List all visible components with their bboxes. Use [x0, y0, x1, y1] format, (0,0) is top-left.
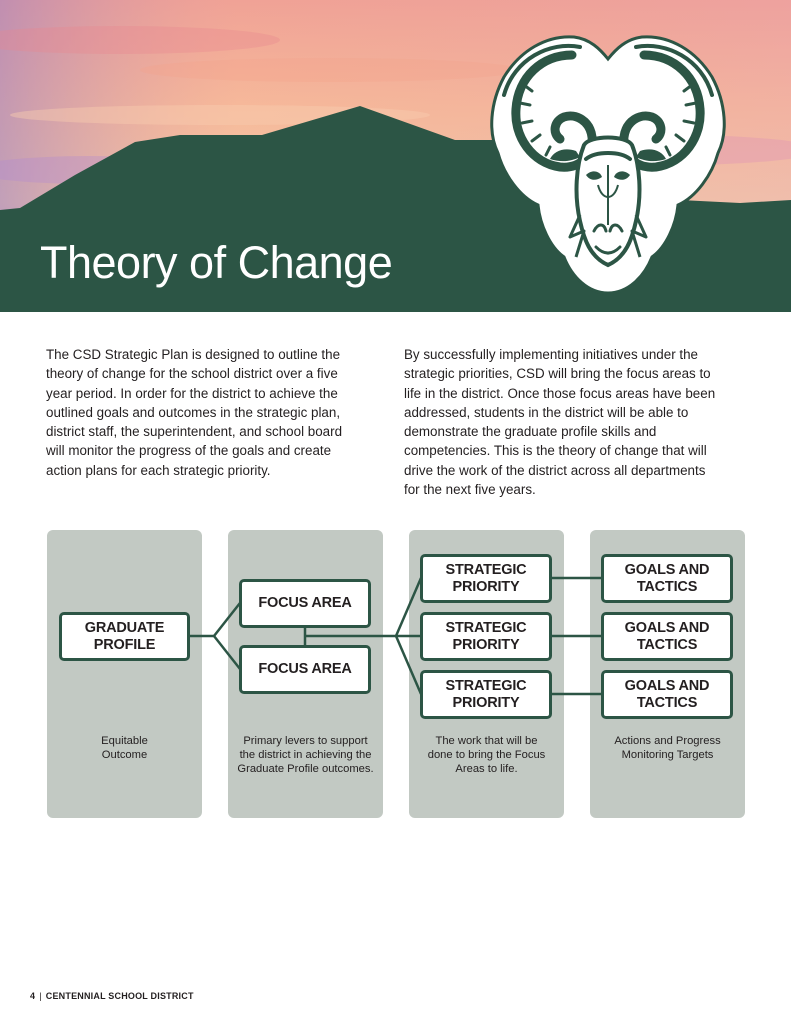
- column-description: Actions and Progress Monitoring Targets: [614, 735, 721, 761]
- column-description: The work that will be done to bring the Focus Areas to life.: [427, 735, 546, 775]
- node-goals-and-tactics: GOALS AND TACTICS: [601, 554, 733, 603]
- page-number: 4: [30, 991, 36, 1001]
- column-description: Equitable Outcome: [101, 735, 148, 761]
- column-description: Primary levers to support the district in achieving the Graduate Profile outcomes.: [237, 735, 374, 775]
- intro-paragraph-right: By successfully implementing initiatives under the strategic priorities, CSD will bring the focus areas to life in the district. Once those focus areas have been addressed, students in the district will be able to demonstrate the graduate profile skills and competencies. This is the theory of change that will drive the work of the district across all departments for the next five years.: [404, 347, 716, 498]
- node-strategic-priority: STRATEGIC PRIORITY: [420, 670, 552, 719]
- node-strategic-priority: STRATEGIC PRIORITY: [420, 612, 552, 661]
- page-footer: [30, 991, 194, 1001]
- node-goals-and-tactics: GOALS AND TACTICS: [601, 670, 733, 719]
- node-focus-area: FOCUS AREA: [239, 579, 371, 628]
- intro-paragraph-left: The CSD Strategic Plan is designed to outline the theory of change for the school district over a five year period. In order for the district to achieve the outlined goals and outcomes in the strategic plan, district staff, the superintendent, and school board will monitor the progress of the goals and create action plans for each strategic priority.: [46, 347, 343, 478]
- node-strategic-priority: STRATEGIC PRIORITY: [420, 554, 552, 603]
- node-focus-area: FOCUS AREA: [239, 645, 371, 694]
- node-goals-and-tactics: GOALS AND TACTICS: [601, 612, 733, 661]
- footer-separator: |: [39, 991, 42, 1001]
- page-title: Theory of Change: [40, 237, 393, 288]
- node-graduate-profile: GRADUATE PROFILE: [59, 612, 190, 661]
- organization-name: CENTENNIAL SCHOOL DISTRICT: [45, 991, 194, 1001]
